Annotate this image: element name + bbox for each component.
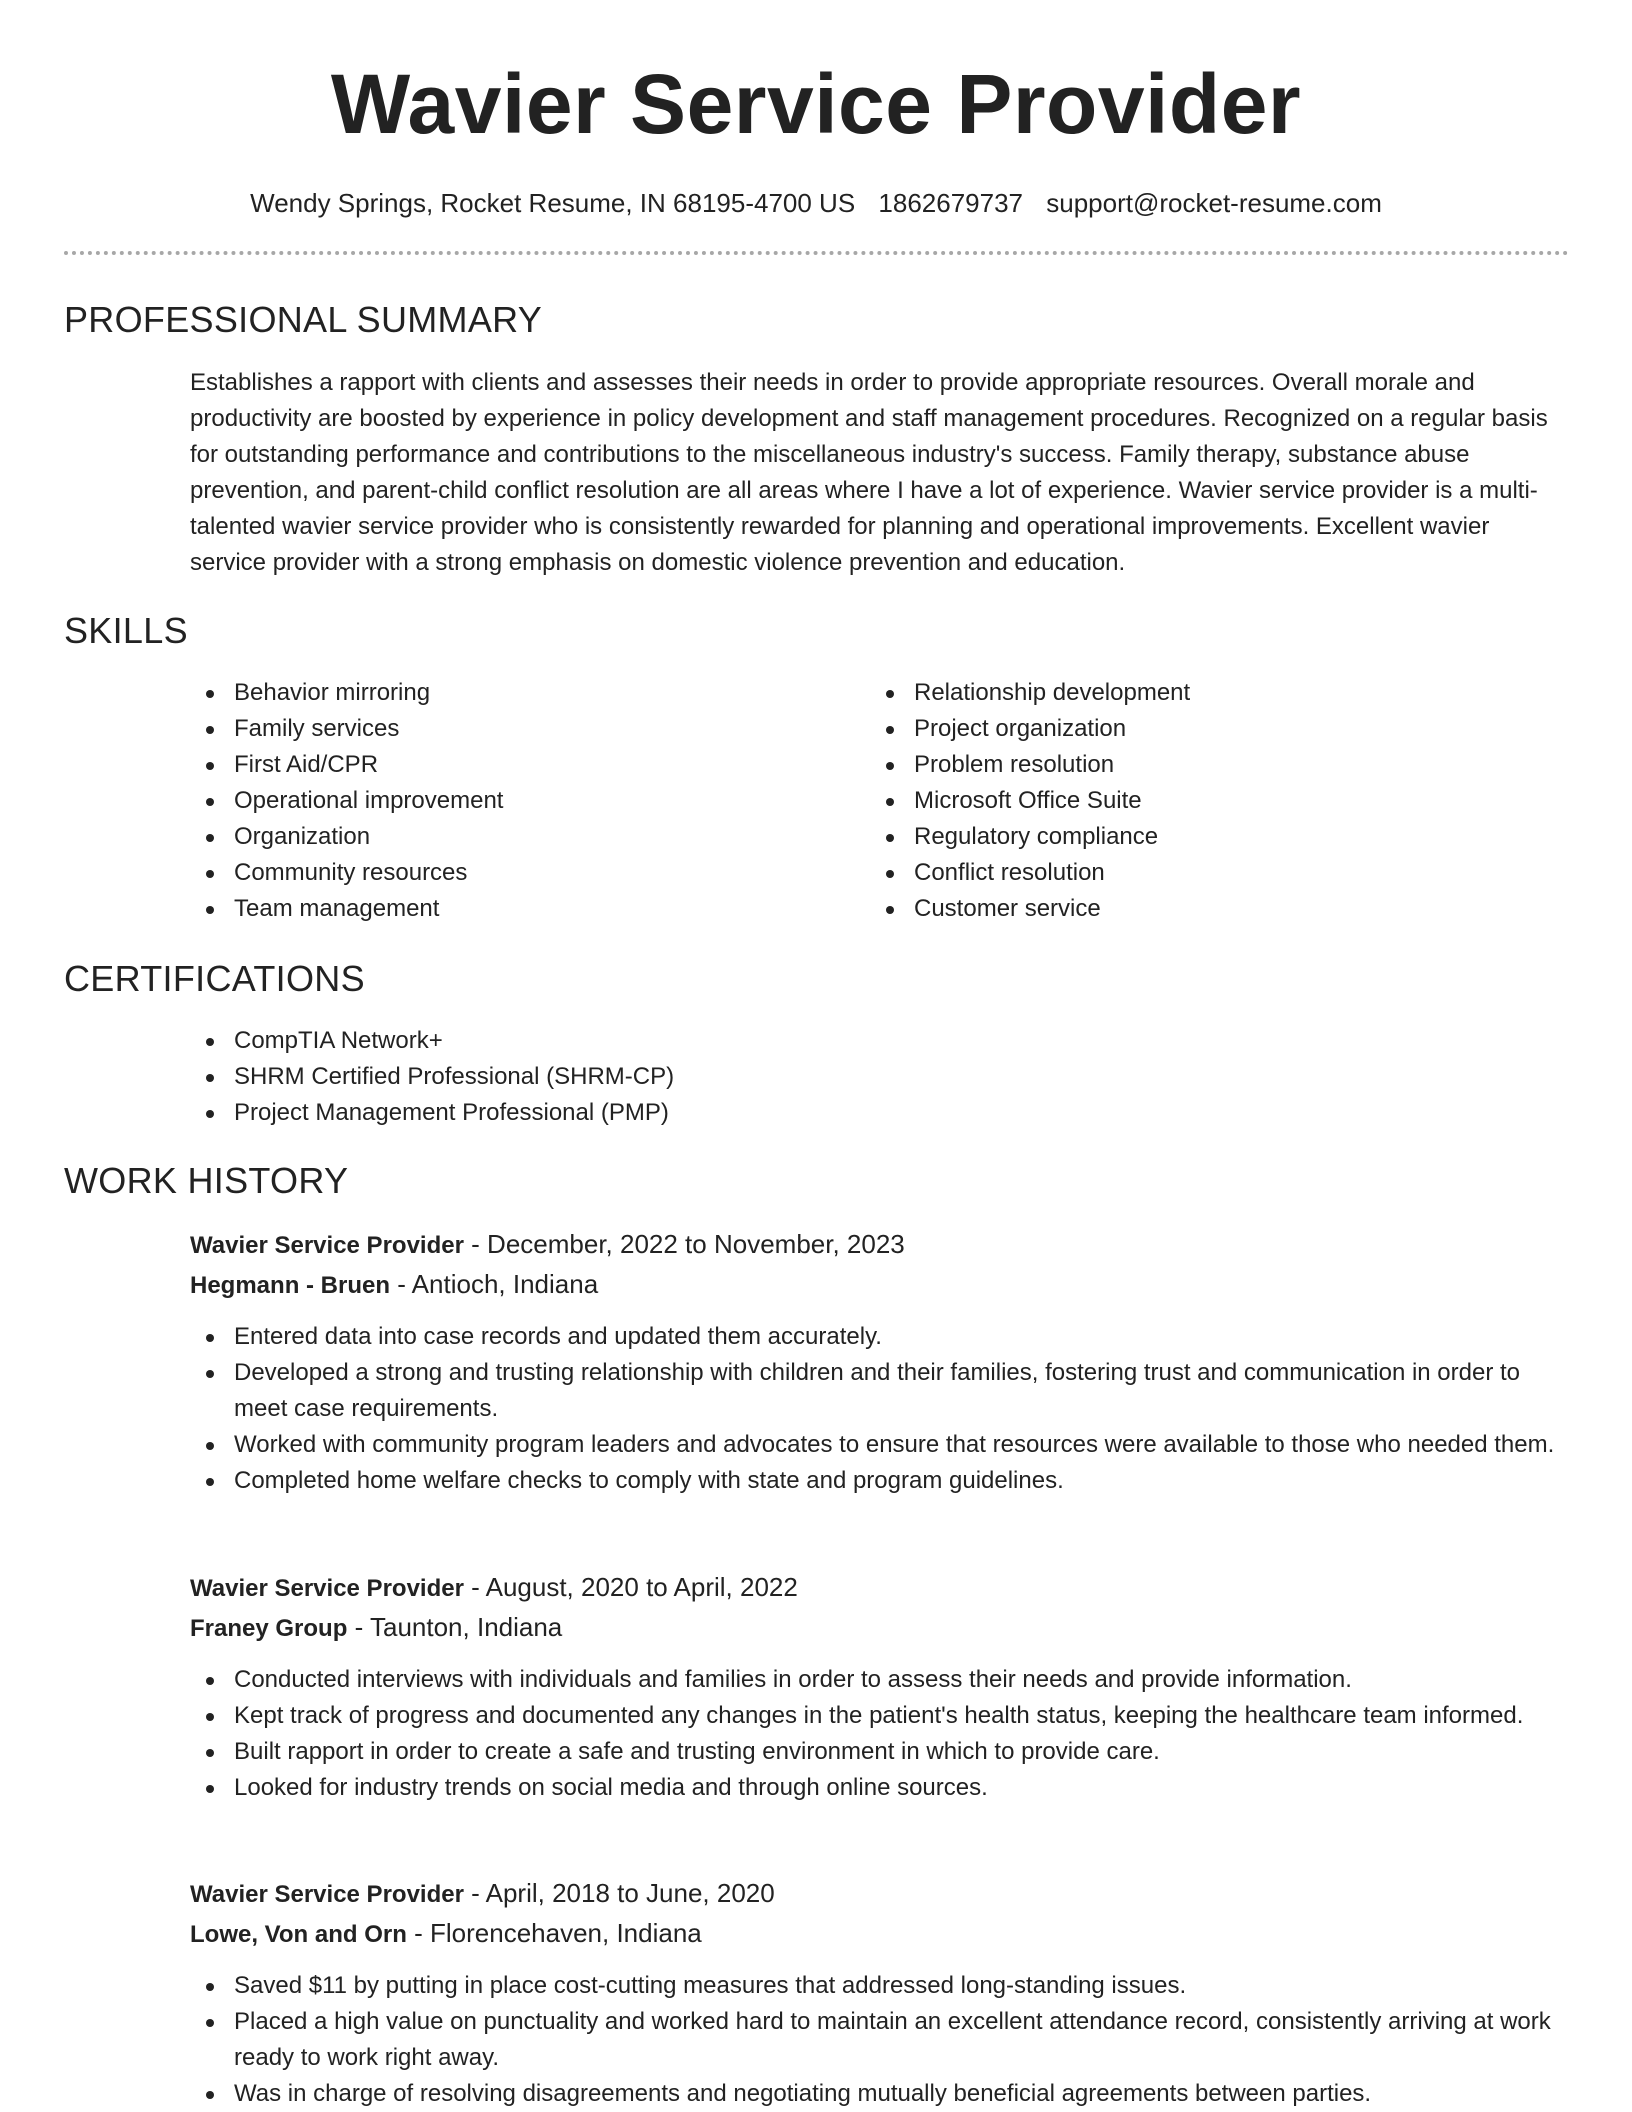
job-bullets: [190, 1968, 1570, 2112]
job-entry: [190, 1874, 1570, 2112]
job-title-line: [190, 1874, 1570, 1914]
list-item: Saved $11 by putting in place cost-cutting measures that addressed long-standing issues.: [190, 1968, 1570, 2004]
job-title: Wavier Service Provider: [190, 1881, 464, 1908]
job-entry: [190, 1225, 1570, 1499]
list-item: Relationship development: [870, 675, 1510, 711]
list-item: Conducted interviews with individuals and families in order to assess their needs and provide information.: [190, 1662, 1570, 1698]
list-item: Team management: [190, 891, 830, 927]
job-company-line: [190, 1914, 1570, 1954]
job-location: - Antioch, Indiana: [390, 1269, 599, 1299]
job-company: Lowe, Von and Orn: [190, 1921, 407, 1948]
list-item: Conflict resolution: [870, 855, 1510, 891]
list-item: Behavior mirroring: [190, 675, 830, 711]
job-title-line: [190, 1568, 1570, 1608]
list-item: Microsoft Office Suite: [870, 783, 1510, 819]
job-dates: - April, 2018 to June, 2020: [463, 1878, 775, 1908]
resume-header: [0, 0, 1632, 220]
summary-heading: PROFESSIONAL SUMMARY: [64, 299, 543, 340]
contact-line: [0, 186, 1632, 220]
job-title-line: [190, 1225, 1570, 1265]
list-item: Family services: [190, 711, 830, 747]
job-entry: [190, 1568, 1570, 1806]
job-title: Wavier Service Provider: [190, 1232, 464, 1259]
list-item: Community resources: [190, 855, 830, 891]
work-history-heading: WORK HISTORY: [64, 1160, 349, 1201]
list-item: Placed a high value on punctuality and worked hard to maintain an excellent attendance record, consistently arriving at work ready to work right away.: [190, 2004, 1570, 2076]
skills-list-right: [870, 675, 1510, 927]
list-item: Developed a strong and trusting relationship with children and their families, fostering trust and communication in order to meet case requirements.: [190, 1355, 1570, 1427]
candidate-name: Wavier Service Provider: [330, 57, 1302, 151]
job-location: - Florencehaven, Indiana: [406, 1918, 702, 1948]
contact-email: support@rocket-resume.com: [1046, 188, 1382, 218]
job-title: Wavier Service Provider: [190, 1575, 464, 1602]
contact-phone: 1862679737: [878, 188, 1024, 218]
job-company: Franey Group: [190, 1615, 348, 1642]
job-bullets: [190, 1319, 1570, 1499]
job-dates: - August, 2020 to April, 2022: [463, 1572, 798, 1602]
list-item: Looked for industry trends on social media and through online sources.: [190, 1770, 1570, 1806]
list-item: Regulatory compliance: [870, 819, 1510, 855]
summary-text: Establishes a rapport with clients and assesses their needs in order to provide appropriate resources. Overall morale and productivity are boosted by experience in policy development and staff management procedures. Recognized on a regular basis for outstanding performance and contributions to the miscellaneous industry's success. Family therapy, substance abuse prevention, and parent-child conflict resolution are all areas where I have a lot of experience. Wavier service provider is a multi-talented wavier service provider who is consistently rewarded for planning and operational improvements. Excellent wavier service provider with a strong emphasis on domestic violence prevention and education.: [190, 369, 1548, 576]
job-company-line: [190, 1265, 1570, 1305]
list-item: SHRM Certified Professional (SHRM-CP): [190, 1059, 1490, 1095]
job-dates: - December, 2022 to November, 2023: [463, 1229, 905, 1259]
list-item: Project organization: [870, 711, 1510, 747]
contact-address: Wendy Springs, Rocket Resume, IN 68195-4700 US: [250, 188, 856, 218]
job-company: Hegmann - Bruen: [190, 1272, 391, 1299]
job-bullets: [190, 1662, 1570, 1806]
list-item: Completed home welfare checks to comply with state and program guidelines.: [190, 1463, 1570, 1499]
list-item: CompTIA Network+: [190, 1023, 1490, 1059]
header-divider: [64, 251, 1569, 255]
list-item: Built rapport in order to create a safe and trusting environment in which to provide care.: [190, 1734, 1570, 1770]
list-item: Project Management Professional (PMP): [190, 1095, 1490, 1131]
list-item: Operational improvement: [190, 783, 830, 819]
skills-heading: SKILLS: [64, 610, 188, 651]
list-item: Problem resolution: [870, 747, 1510, 783]
list-item: Customer service: [870, 891, 1510, 927]
job-location: - Taunton, Indiana: [347, 1612, 563, 1642]
list-item: Organization: [190, 819, 830, 855]
job-company-line: [190, 1608, 1570, 1648]
skills-list-left: [190, 675, 830, 927]
certifications-list: [190, 1023, 1490, 1131]
certifications-heading: CERTIFICATIONS: [64, 958, 365, 999]
list-item: Kept track of progress and documented any changes in the patient's health status, keeping the healthcare team informed.: [190, 1698, 1570, 1734]
list-item: Was in charge of resolving disagreements and negotiating mutually beneficial agreements between parties.: [190, 2076, 1570, 2112]
list-item: First Aid/CPR: [190, 747, 830, 783]
list-item: Worked with community program leaders and advocates to ensure that resources were available to those who needed them.: [190, 1427, 1570, 1463]
list-item: Entered data into case records and updated them accurately.: [190, 1319, 1570, 1355]
